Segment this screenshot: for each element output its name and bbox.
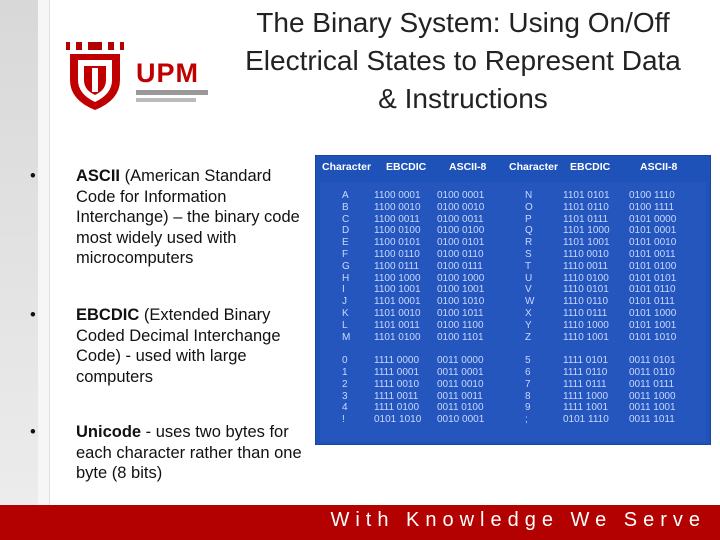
logo-subtitle-bar-2 — [136, 98, 196, 102]
table-cell-left: 0010 0001 — [437, 414, 485, 426]
table-cell-left: 1111 0100 — [374, 402, 420, 414]
table-cell-right: 0101 0011 — [629, 249, 676, 260]
table-cell-left: 1100 1001 — [374, 284, 421, 296]
table-cell-right: 5 — [525, 355, 531, 367]
table-cell-right: 0101 1000 — [629, 308, 677, 319]
table-cell-left: 0011 0000 — [437, 355, 484, 367]
footer-bar — [0, 505, 720, 540]
table-cell-left: ! — [342, 414, 345, 426]
table-cell-left: G — [342, 260, 350, 272]
table-cell-left: 4 — [342, 402, 348, 414]
bullet-term: EBCDIC — [76, 306, 140, 324]
table-cell-right: Y — [525, 319, 532, 331]
header-ebcdic-left: EBCDIC — [386, 161, 427, 173]
table-cell-right: X — [525, 308, 532, 319]
table-cell-left: 1 — [342, 367, 348, 378]
table-cell-right: 7 — [525, 378, 531, 390]
bullet-dot: • — [30, 306, 36, 324]
header-ascii8-left: ASCII-8 — [449, 161, 487, 173]
bullet-text: (American Standard Code for Information Interchange) – the binary code most widely used with microcomputers — [76, 167, 300, 267]
title-line-1: The Binary System: Using On/Off — [256, 7, 670, 38]
table-cell-left: K — [342, 308, 349, 319]
table-cell-left: E — [342, 237, 349, 249]
header-ebcdic-right: EBCDIC — [570, 161, 611, 173]
table-cell-left: 0100 0100 — [437, 225, 485, 237]
table-cell-right: T — [525, 260, 532, 272]
bullet-dot: • — [30, 423, 36, 441]
upm-crest-icon — [60, 40, 130, 112]
table-cell-right: 1111 1000 — [563, 390, 609, 402]
table-cell-right: 1110 0110 — [563, 296, 609, 308]
table-cell-right: 0101 0010 — [629, 237, 677, 249]
table-cell-right: 0101 0111 — [629, 296, 675, 308]
table-cell-left: 1100 0101 — [374, 237, 421, 249]
table-cell-left: 1111 0010 — [374, 378, 420, 390]
table-cell-right: N — [525, 190, 533, 201]
table-cell-right: 1110 1001 — [563, 331, 609, 343]
table-cell-right: 1111 1001 — [563, 402, 609, 414]
logo-wordmark: UPM — [136, 58, 199, 88]
table-cell-left: B — [342, 201, 349, 213]
table-body — [320, 182, 706, 442]
table-cell-right: 8 — [525, 390, 531, 402]
bullet-dot: • — [30, 167, 36, 185]
table-cell-right: Q — [525, 225, 533, 237]
table-cell-left: 1100 0010 — [374, 201, 421, 213]
table-cell-left: 0100 1000 — [437, 272, 485, 284]
table-cell-right: R — [525, 237, 533, 249]
table-cell-left: 0011 0010 — [437, 378, 484, 390]
bullet-text: - uses two bytes for each character rather than one byte (8 bits) — [76, 423, 302, 482]
table-cell-left: 3 — [342, 390, 348, 402]
table-cell-right: 0101 0001 — [629, 225, 677, 237]
table-cell-left: 0011 0011 — [437, 390, 483, 402]
table-cell-left: 1100 0110 — [374, 249, 420, 260]
table-cell-left: 1100 1000 — [374, 272, 421, 284]
table-cell-right: 0101 0000 — [629, 213, 677, 225]
table-cell-right: ; — [525, 414, 528, 426]
table-cell-right: 0101 1010 — [629, 331, 677, 343]
table-cell-left: 0011 0001 — [437, 367, 484, 378]
table-cell-right: 9 — [525, 402, 531, 414]
header-character-right: Character — [509, 161, 559, 173]
table-cell-right: 1111 0101 — [563, 355, 609, 367]
table-cell-left: A — [342, 190, 349, 201]
table-cell-right: 0011 1001 — [629, 402, 676, 414]
table-cell-right: 1110 1000 — [563, 319, 609, 331]
table-cell-left: 0100 1011 — [437, 308, 484, 319]
slide-title — [206, 4, 720, 118]
table-cell-right: Z — [525, 331, 532, 343]
table-cell-right: 1111 0111 — [563, 378, 607, 390]
table-cell-left: H — [342, 272, 350, 284]
table-header — [316, 156, 710, 179]
table-cell-left: 0100 0111 — [437, 260, 483, 272]
table-cell-right: 1110 0010 — [563, 249, 609, 260]
table-cell-left: 0101 1010 — [374, 414, 422, 426]
table-cell-left: 1100 0011 — [374, 213, 420, 225]
bullet-unicode — [30, 422, 320, 484]
bullet-term: Unicode — [76, 423, 142, 441]
upm-logo — [60, 40, 208, 112]
table-cell-left: 1100 0111 — [374, 260, 420, 272]
header-ascii8-right: ASCII-8 — [640, 161, 678, 173]
table-cell-right: P — [525, 213, 532, 225]
bullet-text: (Extended Binary Coded Decimal Interchange Code) - used with large computers — [76, 306, 281, 386]
table-cell-right: 0011 1011 — [629, 414, 675, 426]
table-cell-right: U — [525, 272, 533, 284]
table-cell-left: 1101 0010 — [374, 308, 421, 319]
bullet-ascii — [30, 166, 310, 269]
table-cell-left: 0100 0011 — [437, 213, 484, 225]
table-cell-left: 0011 0100 — [437, 402, 484, 414]
table-cell-right: 1101 0101 — [563, 190, 610, 201]
table-cell-left: 1111 0000 — [374, 355, 420, 367]
table-cell-left: 0100 0010 — [437, 201, 485, 213]
table-cell-left: 1100 0100 — [374, 225, 421, 237]
table-cell-right: 0011 1000 — [629, 390, 676, 402]
table-cell-right: 0101 0110 — [629, 284, 676, 296]
table-cell-left: 0100 1001 — [437, 284, 485, 296]
table-cell-left: 0100 0101 — [437, 237, 485, 249]
table-cell-right: 0100 1111 — [629, 201, 675, 213]
table-cell-right: 1110 0100 — [563, 272, 609, 284]
table-cell-left: 0100 0001 — [437, 190, 485, 201]
table-cell-right: 1101 1000 — [563, 225, 610, 237]
table-cell-left: 1101 0011 — [374, 319, 420, 331]
table-cell-left: I — [342, 284, 345, 296]
table-cell-right: W — [525, 296, 535, 308]
table-cell-left: 1111 0011 — [374, 390, 419, 402]
table-cell-right: 0101 1001 — [629, 319, 677, 331]
footer-motto: With Knowledge We Serve — [330, 509, 706, 531]
table-cell-left: J — [342, 296, 347, 308]
table-cell-left: D — [342, 225, 350, 237]
table-cell-right: 1111 0110 — [563, 367, 608, 378]
table-cell-left: F — [342, 249, 349, 260]
logo-subtitle-bar — [136, 90, 208, 95]
bullet-term: ASCII — [76, 167, 121, 185]
table-cell-right: 0011 0101 — [629, 355, 676, 367]
table-cell-right: 1101 0110 — [563, 201, 609, 213]
table-cell-right: 0011 0111 — [629, 378, 675, 390]
table-cell-right: 1101 0111 — [563, 213, 609, 225]
title-line-2: Electrical States to Represent Data — [245, 45, 681, 76]
table-cell-left: 0 — [342, 355, 348, 367]
table-cell-right: V — [525, 284, 532, 296]
header-character-left: Character — [322, 161, 372, 173]
table-cell-right: 1110 0111 — [563, 308, 608, 319]
table-cell-left: 1100 0001 — [374, 190, 421, 201]
table-cell-right: 0101 1110 — [563, 414, 609, 426]
table-cell-right: 6 — [525, 367, 531, 378]
table-cell-left: 0100 1010 — [437, 296, 485, 308]
bullet-ebcdic — [30, 305, 310, 387]
table-cell-left: 1101 0100 — [374, 331, 421, 343]
table-cell-left: 2 — [342, 378, 348, 390]
table-cell-left: 0100 1100 — [437, 319, 484, 331]
table-cell-right: 1101 1001 — [563, 237, 610, 249]
table-cell-left: 0100 1101 — [437, 331, 484, 343]
table-cell-left: 1101 0001 — [374, 296, 421, 308]
table-cell-right: 1110 0101 — [563, 284, 609, 296]
table-cell-right: 0101 0101 — [629, 272, 677, 284]
encoding-table — [315, 155, 711, 445]
table-cell-left: C — [342, 213, 350, 225]
table-cell-right: 1110 0011 — [563, 260, 609, 272]
table-cell-right: S — [525, 249, 532, 260]
table-cell-right: O — [525, 201, 533, 213]
table-cell-right: 0100 1110 — [629, 190, 675, 201]
table-cell-left: M — [342, 331, 351, 343]
table-cell-left: L — [342, 319, 348, 331]
table-cell-right: 0011 0110 — [629, 367, 675, 378]
table-cell-right: 0101 0100 — [629, 260, 677, 272]
title-line-3: & Instructions — [378, 83, 548, 114]
table-cell-left: 0100 0110 — [437, 249, 484, 260]
table-cell-left: 1111 0001 — [374, 367, 420, 378]
